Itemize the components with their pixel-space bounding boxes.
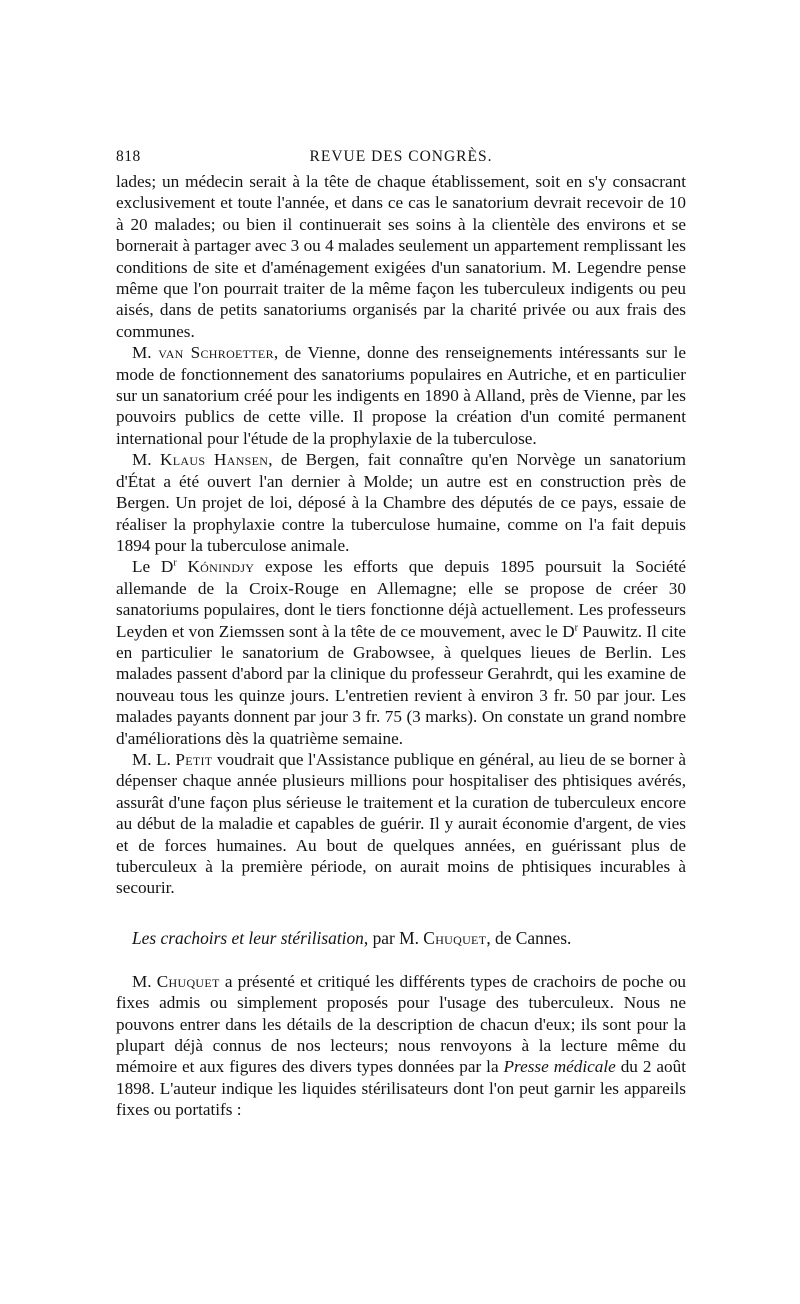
paragraph-body: a présenté et critiqué les différents types de crachoirs de poche ou fixes admis ou simplement proposés pour l'usage des tuberculeux. Nous ne pouvons entrer dans les détails de la description de chacun d'eux; ils sont pour la plupart déjà connus de nos lecteurs; nous renvoyons à la lecture même du mémoire et aux figures des divers types données par la <box>116 971 687 1077</box>
journal-reference: Presse médicale <box>503 1057 616 1077</box>
speaker-title: Le D <box>132 557 174 577</box>
paragraph-body: voudrait que l'Assistance publique en général, au lieu de se borner à dépenser chaque année plusieurs millions pour hospitaliser des phtisiques avérés, assurât d'une façon plus sérieuse le traitement et la curation de tuberculeux encore au début de la maladie et capables de guérir. Il y aurait économie d'argent, de vies et de forces humaines. Au bout de quelques années, en guérissant plus de tuberculeux à la première période, on aurait moins de phtisiques incurables à secourir. <box>116 749 687 898</box>
speaker-title: M. L. <box>132 749 171 769</box>
speaker-name: Petit <box>175 749 213 769</box>
page-number: 818 <box>116 148 141 165</box>
speaker-title: M. <box>132 343 152 363</box>
paragraph-3 <box>116 449 686 556</box>
paragraph-body: , de Vienne, donne des renseignements intéressants sur le mode de fonctionnement des sanatoriums populaires en Autriche, et en particulier sur un sanatorium créé pour les indigents en 1890 à Alland, près de Vienne, par les pouvoirs publics de cette ville. Il propose la création d'un comité permanent international pour l'étude de la prophylaxie de la tuberculose. <box>116 343 687 448</box>
speaker-title: M. <box>132 971 152 991</box>
speaker-name: Chuquet <box>156 971 220 991</box>
section-place: , de Cannes. <box>486 927 572 948</box>
paragraph-2 <box>116 342 686 449</box>
superscript: r <box>574 621 579 633</box>
section-author: Chuquet <box>423 927 487 948</box>
speaker-name: Kónindjy <box>187 557 255 577</box>
section-by: , par M. <box>363 927 424 948</box>
page <box>116 146 686 1121</box>
paragraph-body: , de Bergen, fait connaître qu'en Norvège un sanatorium d'État a été ouvert l'an dernier à Molde; un autre est en construction près de Bergen. Un projet de loi, déposé à la Chambre des députés de ce pays, essaie de réaliser la prophylaxie contre la tuberculose humaine, comme on l'a fait depuis 1894 pour la tuberculose animale. <box>116 450 686 555</box>
paragraph-body-cont: Pauwitz. Il cite en particulier le sanatorium de Grabowsee, à quelques lieues de Berlin. Les malades passent d'abord par la clinique du professeur Gerahrdt, qui les examine de nouveau tous les quinze jours. L'entretien revient à environ 3 fr. 50 par jour. Les malades payants donnent par jour 3 fr. 75 (3 marks). On constate un grand nombre d'améliorations dès la quatrième semaine. <box>116 621 686 748</box>
paragraph-6 <box>116 971 686 1121</box>
speaker-title: M. <box>132 450 152 470</box>
section-title: Les crachoirs et leur stérilisation <box>132 927 364 948</box>
paragraph-body: expose les efforts que depuis 1895 poursuit la Société allemande de la Croix-Rouge en Allemagne; elle se propose de créer 30 sanatoriums populaires, dont le tiers fonctionne déjà actuellement. Les professeurs Leyden et von Ziemssen sont à la tête de ce mouvement, avec le D <box>116 557 687 641</box>
running-head <box>116 146 686 170</box>
speaker-name: Klaus Hansen <box>160 450 269 470</box>
paragraph-1: lades; un médecin serait à la tête de chaque établissement, soit en s'y consacrant exclusivement et toute l'année, et dans ce cas le sanatorium devrait recevoir de 10 à 20 malades; ou bien il continuerait ses soins à la clientèle des environs et se bornerait à partager avec 3 ou 4 malades seulement un appartement remplissant les conditions de site et d'aménagement exigées d'un sanatorium. M. Legendre pense même que l'on pourrait traiter de la même façon les tuberculeux indigents ou peu aisés, dans de petits sanatoriums organisés par la charité privée ou aux frais des communes. <box>116 172 686 341</box>
paragraph-4 <box>116 556 686 749</box>
superscript: r <box>173 557 177 569</box>
speaker-name: van Schroetter <box>158 343 274 363</box>
paragraph-5 <box>116 749 686 899</box>
paragraph-body-cont: du 2 août 1898. L'auteur indique les liquides stérilisateurs dont l'on peut garnir les appareils fixes ou portatifs : <box>116 1057 686 1120</box>
journal-title: REVUE DES CONGRÈS. <box>309 148 493 165</box>
section-heading <box>116 927 686 949</box>
